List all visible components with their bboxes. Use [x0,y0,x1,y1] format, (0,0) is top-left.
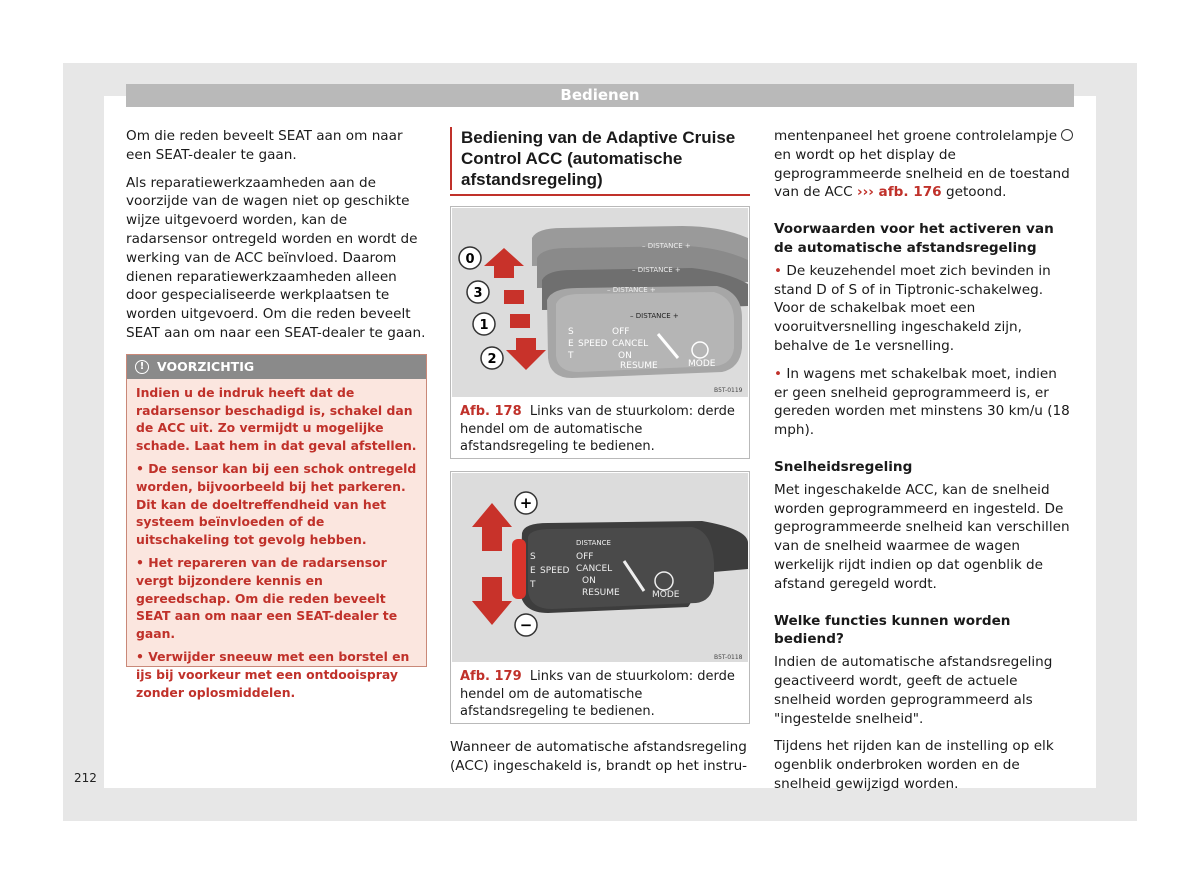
warning-box [126,354,427,700]
figure-178-caption: Afb. 178 Links van de stuurkolom: derde hendel om de automatische afstandsregeling te bedienen. [460,404,735,454]
figure-178 [450,206,750,459]
warning-bullet: • Verwijder sneeuw met een borstel en ijs bij voorkeur met een ontdooispray zonder oplosmiddelen. [136,649,410,700]
svg-text:E: E [568,339,574,349]
figure-178-image [452,208,748,397]
bullet-item: • De keuzehendel moet zich bevinden in stand D of S of in Tiptronic-schakelweg. Voor de schakelbak moet een vooruitversnelling ingeschakeld zijn, behalve de 1e versnelling. [774,262,1051,354]
svg-text:RESUME: RESUME [620,361,658,371]
section-header: Bedienen [126,84,1074,107]
svg-text:3: 3 [473,286,483,301]
svg-text:ON: ON [618,351,632,361]
svg-text:0: 0 [465,252,475,267]
column-middle-text [450,738,750,785]
svg-text:CANCEL: CANCEL [576,564,613,574]
paragraph: mentenpaneel het groene controlelampje en wordt op het display de geprogrammeerde snelheid en de toestand van de ACC ››› afb. 176 getoond. [774,127,1074,202]
svg-text:B5T-0119: B5T-0119 [714,387,743,394]
svg-text:T: T [530,580,536,590]
warning-body [127,379,426,701]
column-middle [450,127,750,196]
paragraph: Indien de automatische afstandsregeling geactiveerd wordt, geeft de actuele snelheid worden geprogrammeerd als "ingestelde snelheid". [774,654,1053,727]
paragraph: Als reparatiewerkzaamheden aan de voorzijde van de wagen niet op geschikte wijze uitgevoerd worden, kan de radarsensor ontregeld worden en wordt de werking van de ACC beïnvloed. Daarom dienen reparatiewerkzaamheden alleen door gespecialiseerde werkplaatsen te worden uitgevoerd. Om die reden beveelt SEAT aan om naar een SEAT-dealer te gaan. [126,174,426,341]
svg-text:B5T-0118: B5T-0118 [714,654,743,661]
section-rule [450,194,750,196]
figure-179 [450,471,750,724]
paragraph: Tijdens het rijden kan de instelling op elk ogenblik onderbroken worden en de snelheid gewijzigd worden. [774,738,1054,792]
svg-text:S: S [568,327,574,337]
svg-text:MODE: MODE [688,359,716,369]
warning-title-bar [127,355,426,379]
figure-reference[interactable]: ››› afb. 176 [857,184,942,201]
svg-text:CANCEL: CANCEL [612,339,649,349]
svg-text:SPEED: SPEED [578,339,608,349]
exclamation-icon: ! [135,360,149,374]
warning-bullet: • Het repareren van de radarsensor vergt bijzondere kennis en gereedschap. Om die reden beveelt SEAT aan om naar een SEAT-dealer te gaan. [136,555,398,641]
subheading: Snelheidsregeling [774,458,913,475]
figure-179-caption: Afb. 179 Links van de stuurkolom: derde hendel om de automatische afstandsregeling te bedienen. [460,669,735,719]
svg-text:DISTANCE: DISTANCE [576,539,611,547]
svg-text:OFF: OFF [612,327,630,337]
svg-text:−: − [519,616,533,634]
warning-bullet: • De sensor kan bij een schok ontregeld worden, bijvoorbeeld bij het parkeren. Dit kan de doeltreffendheid van het systeem beïnvloeden of de uitschakeling tot gevolg hebben. [136,461,417,547]
subheading: Voorwaarden voor het activeren van de automatische afstandsregeling [774,221,1054,256]
bullet-item: • In wagens met schakelbak moet, indien er geen snelheid geprogrammeerd is, er gereden worden met minstens 30 km/u (18 mph). [774,365,1070,439]
speed-gauge-icon [1061,129,1073,141]
warning-intro: Indien u de indruk heeft dat de radarsensor beschadigd is, schakel dan de ACC uit. Zo vermijdt u mogelijke schade. Laat hem in dat geval afstellen. [136,385,417,453]
svg-text:– DISTANCE +: – DISTANCE + [642,242,691,250]
figure-179-image [452,473,748,662]
svg-text:ON: ON [582,576,596,586]
svg-text:2: 2 [487,352,497,367]
svg-text:MODE: MODE [652,590,680,600]
paragraph: Om die reden beveelt SEAT aan om naar een SEAT-dealer te gaan. [126,128,403,163]
svg-text:SPEED: SPEED [540,566,570,576]
svg-text:OFF: OFF [576,552,594,562]
svg-text:S: S [530,552,536,562]
svg-text:+: + [519,494,533,512]
svg-text:– DISTANCE +: – DISTANCE + [632,266,681,274]
svg-text:T: T [568,351,574,361]
svg-text:1: 1 [479,318,489,333]
section-title: Bediening van de Adaptive Cruise Control ACC (automatische afstandsregeling) [450,127,750,190]
svg-text:E: E [530,566,536,576]
warning-title: VOORZICHTIG [157,359,255,374]
paragraph: Wanneer de automatische afstandsregeling (ACC) ingeschakeld is, brandt op het instru- [450,739,748,774]
svg-text:– DISTANCE +: – DISTANCE + [607,286,656,294]
page-number: 212 [74,771,97,785]
column-right [774,127,1074,803]
paragraph: Met ingeschakelde ACC, kan de snelheid worden geprogrammeerd en ingesteld. De geprogrammeerde snelheid kan verschillen van de snelheid waarmee de wagen werkelijk rijdt indien op dat ogenblik de afstand geregeld wordt. [774,481,1070,592]
column-left [126,127,426,352]
svg-text:RESUME: RESUME [582,588,620,598]
subheading: Welke functies kunnen worden bediend? [774,612,1011,648]
svg-text:– DISTANCE +: – DISTANCE + [630,312,679,320]
